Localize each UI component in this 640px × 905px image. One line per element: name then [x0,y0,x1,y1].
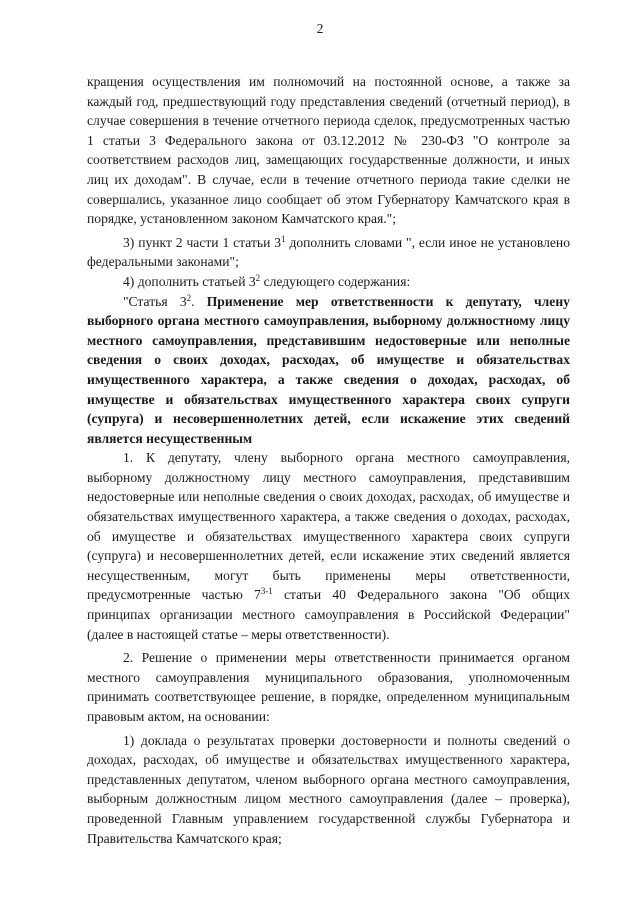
paragraph-text: 4) дополнить статьей 3 [123,273,256,289]
paragraph-text: 3) пункт 2 части 1 статьи 3 [123,234,282,250]
paragraph-text: дополнить словами ", если иное не установлено федеральными законами"; [87,234,570,270]
paragraph-continuation: кращения осуществления им полномочий на постоянной основе, а также за каждый год, предшествующий году представления сведений (отчетный период), в случае совершения в течение отчетного периода сделок, предусмотренных частью 1 статьи 3 Федерального закона от 03.12.2012 № 230-ФЗ "О контроле за соответствием расходов лиц, замещающих государственные должности, и иных лиц их доходам". В случае, если в течение отчетного периода такие сделки не совершались, указанное лицо сообщает об этом Губернатору Камчатского края в порядке, установленном законом Камчатского края."; [87,74,570,227]
page-number: 2 [316,21,324,36]
superscript: 1 [281,233,286,244]
paragraph-part-2: 2. Решение о применении меры ответственности принимается органом местного самоуправления муниципального образования, уполномоченным принимать соответствующее решение, в порядке, определенном муниципальным правовым актом, на основании: [87,650,570,724]
superscript: 2 [255,272,261,283]
paragraph-subitem-1: 1) доклада о результатах проверки достоверности и полноты сведений о доходах, расходах, об имуществе и обязательствах имущественного характера, представленных депутатом, членом выборного органа местного самоуправления, выборным должностным лицом местного самоуправления (далее – проверка), проведенной Главным управлением государственной службы Губернатора и Правительства Камчатского края; [87,732,570,846]
paragraph-text: следующего содержания: [260,273,411,289]
document-body [87,72,570,848]
superscript: 3-1 [260,586,273,597]
paragraph-item-4 [87,272,570,292]
article-dot: . [191,293,195,309]
paragraph-item-3 [87,233,570,272]
superscript: 2 [186,292,192,303]
paragraph-text: 1. К депутату, члену выборного органа местного самоуправления, выборному должностному лицу местного самоуправления, представившим недостоверные или неполные сведения о своих доходах, расходах, об имуществе и обязательствах имущественного характера, а также сведения о доходах, расходах, об имуществе и обязательствах имущественного характера своих супруги (супруга) и несовершеннолетних детей, если искажение этих сведений является несущественным, могут быть применены меры ответственности, предусмотренные частью 7 [87,450,570,603]
paragraph-part-1 [87,448,570,644]
paragraph-text: статьи 40 Федерального закона "Об общих принципах организации местного самоуправления в Российской Федерации" (далее в настоящей статье – меры ответственности). [87,587,570,642]
article-heading [87,292,570,449]
article-title: Применение мер ответственности к депутату, члену выборного органа местного самоуправления, выборному должностному лицу местного самоуправления, представившим недостоверные или неполные сведения о своих доходах, расходах, об имуществе и обязательствах имущественного характера, а также сведения о доходах, расходах, об имуществе и обязательствах имущественного характера своих супруги (супруга) и несовершеннолетних детей, если искажение этих сведений является несущественным [87,293,570,446]
article-prefix: "Статья 3 [123,293,187,309]
